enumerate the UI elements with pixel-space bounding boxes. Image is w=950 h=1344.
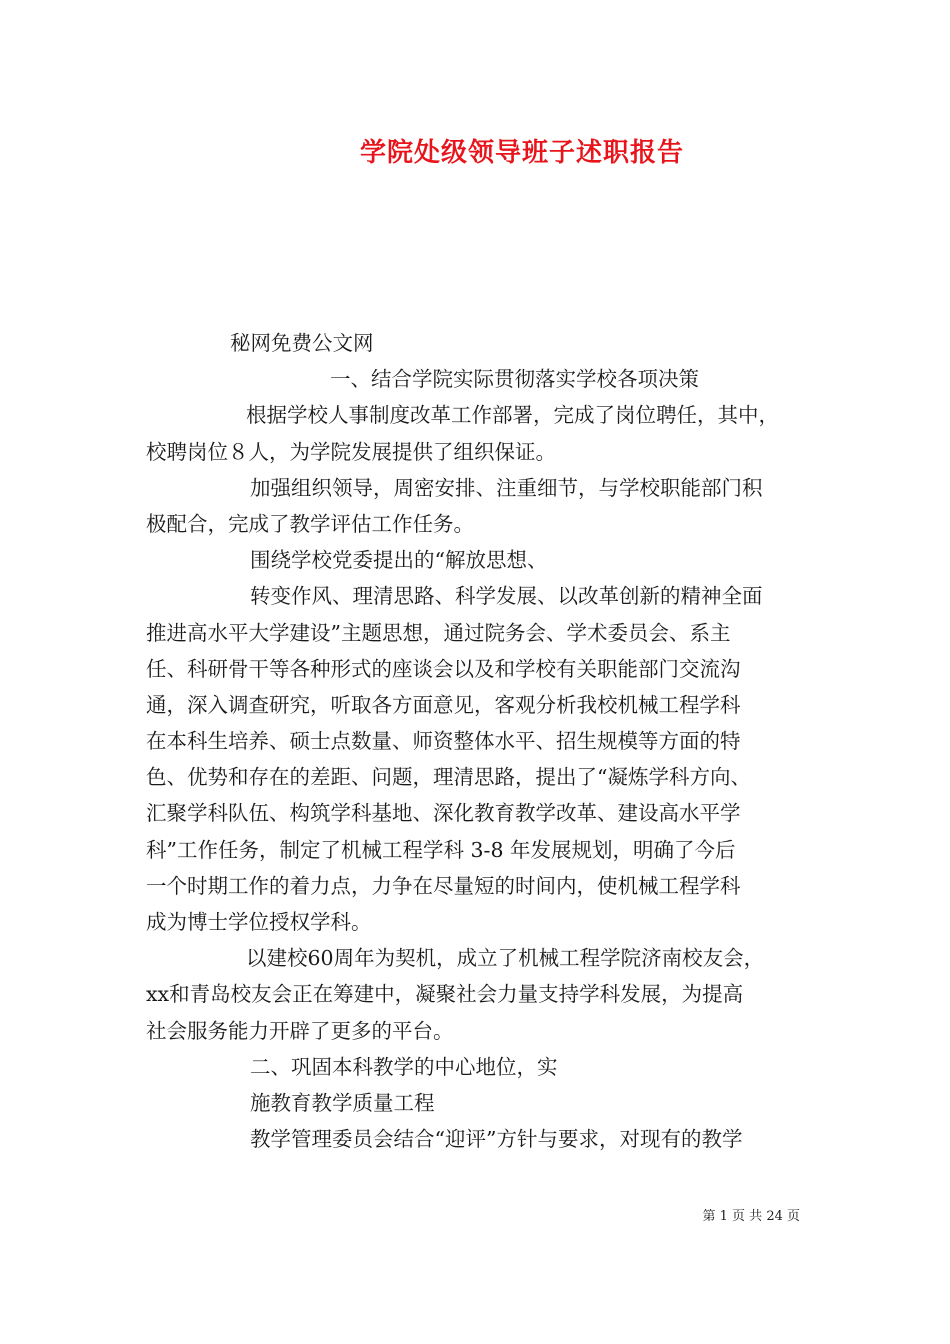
- document-title: 学院处级领导班子述职报告: [360, 138, 685, 168]
- body-line: 色、优势和存在的差距、问题，理清思路，提出了“凝炼学科方向、: [146, 765, 751, 790]
- body-line: 教学管理委员会结合“迎评”方针与要求，对现有的教学: [250, 1127, 743, 1152]
- section-heading: 二、巩固本科教学的中心地位，实: [250, 1054, 558, 1079]
- section-heading: 一、结合学院实际贯彻落实学校各项决策: [330, 367, 699, 392]
- body-line: 科”工作任务，制定了机械工程学科 3-8 年发展规划，明确了今后: [146, 837, 736, 862]
- body-line: 以建校60周年为契机，成立了机械工程学院济南校友会，: [246, 946, 765, 971]
- body-line: 围绕学校党委提出的“解放思想、: [250, 548, 548, 573]
- body-line: 任、科研骨干等各种形式的座谈会以及和学校有关职能部门交流沟: [146, 656, 741, 681]
- body-line: 秘网免费公文网: [230, 331, 374, 355]
- body-line: 通，深入调查研究，听取各方面意见，客观分析我校机械工程学科: [146, 692, 741, 717]
- body-line: xx和青岛校友会正在筹建中，凝聚社会力量支持学科发展，为提高: [146, 982, 744, 1007]
- body-line: 转变作风、理清思路、科学发展、以改革创新的精神全面: [250, 584, 763, 609]
- body-line: 加强组织领导，周密安排、注重细节，与学校职能部门积: [250, 475, 763, 500]
- body-line: 成为博士学位授权学科。: [146, 910, 372, 934]
- body-line: 汇聚学科队伍、构筑学科基地、深化教育教学改革、建设高水平学: [146, 801, 741, 826]
- body-line: 一个时期工作的着力点，力争在尽量短的时间内，使机械工程学科: [146, 873, 741, 898]
- section-heading: 施教育教学质量工程: [250, 1090, 435, 1115]
- page-number: 第 1 页 共 24 页: [702, 1209, 800, 1224]
- body-line: 校聘岗位８人，为学院发展提供了组织保证。: [146, 439, 556, 464]
- body-line: 在本科生培养、硕士点数量、师资整体水平、招生规模等方面的特: [146, 729, 741, 754]
- body-line: 推进高水平大学建设”主题思想，通过院务会、学术委员会、系主: [146, 620, 731, 645]
- body-line: 极配合，完成了教学评估工作任务。: [146, 511, 474, 536]
- body-line: 社会服务能力开辟了更多的平台。: [146, 1018, 454, 1043]
- body-line: 根据学校人事制度改革工作部署，完成了岗位聘任，其中，: [246, 403, 779, 428]
- document-body: [146, 325, 811, 1157]
